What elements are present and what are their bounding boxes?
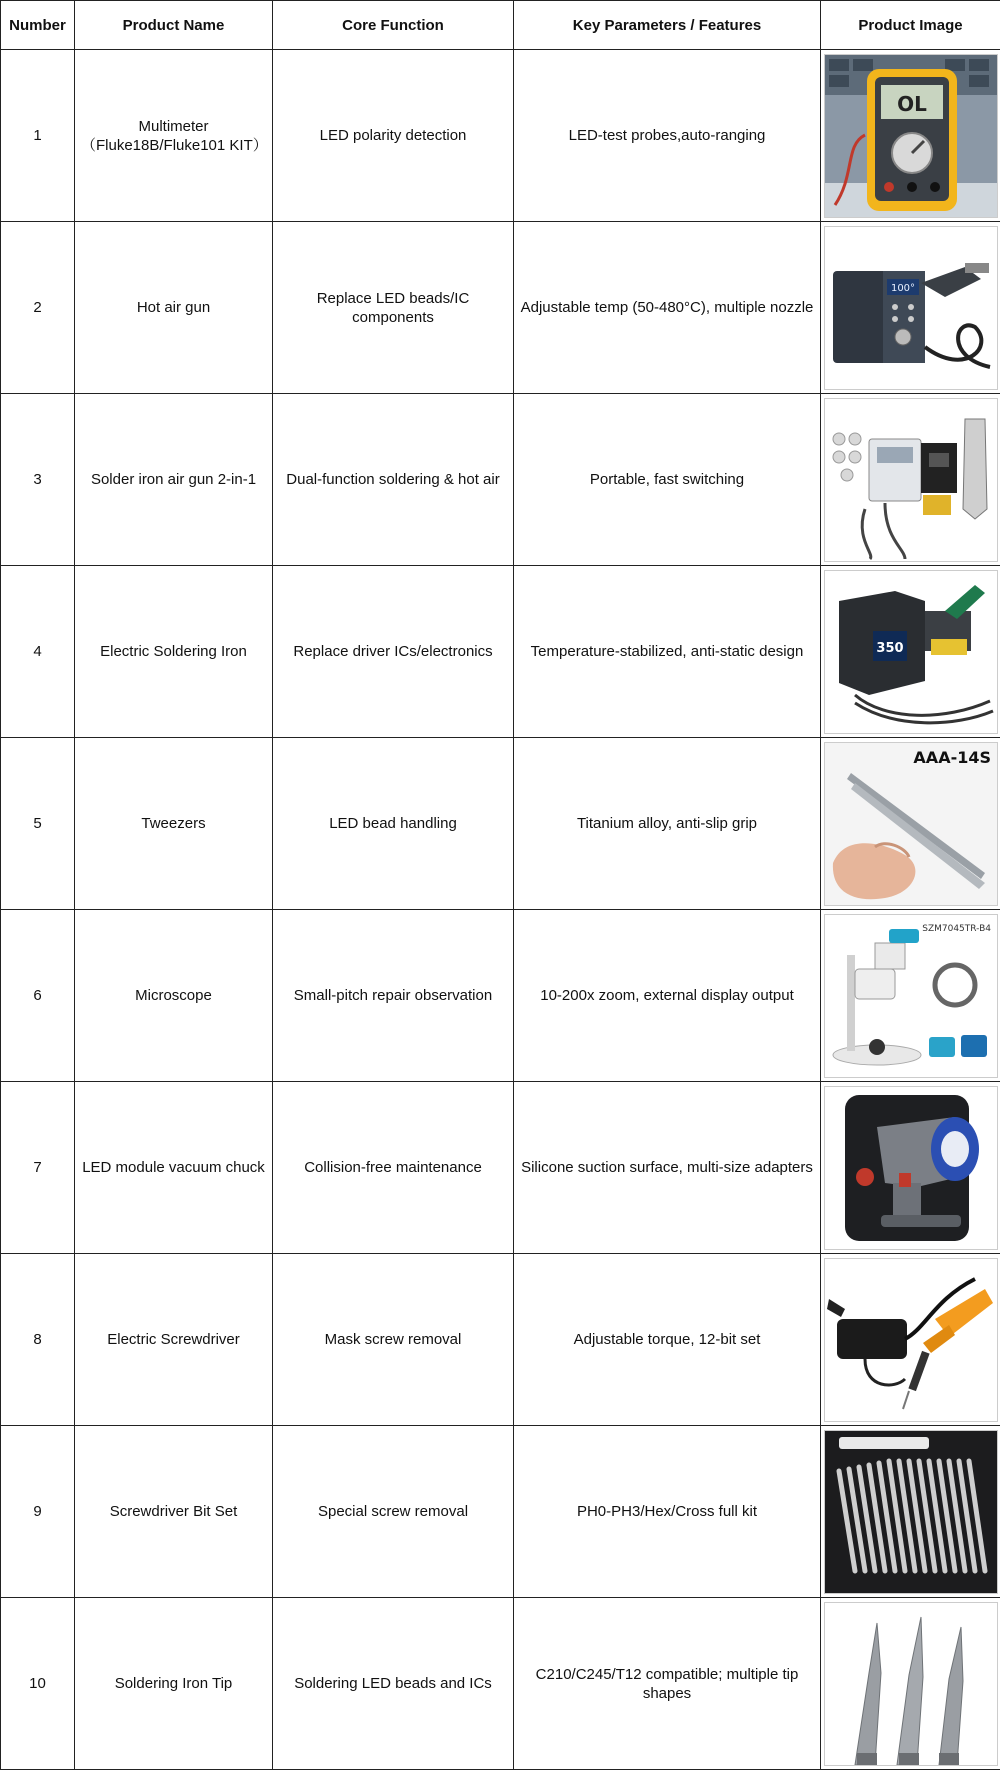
soldering-station-image	[824, 570, 998, 734]
core-function: Replace LED beads/IC components	[273, 222, 514, 394]
core-function: Dual-function soldering & hot air	[273, 394, 514, 566]
microscope-image	[824, 914, 998, 1078]
product-name: Solder iron air gun 2-in-1	[75, 394, 273, 566]
table-row	[1, 1254, 1000, 1426]
product-image-cell	[821, 394, 1000, 566]
product-name: Electric Screwdriver	[75, 1254, 273, 1426]
product-name: LED module vacuum chuck	[75, 1082, 273, 1254]
core-function: LED bead handling	[273, 738, 514, 910]
multimeter-display-text: OL	[897, 92, 927, 116]
product-image-cell	[821, 1426, 1000, 1598]
vacuum-chuck-image	[824, 1086, 998, 1250]
row-number: 9	[1, 1426, 75, 1598]
solder-air-combo-image	[824, 398, 998, 562]
product-name: Tweezers	[75, 738, 273, 910]
product-name-sub: （Fluke18B/Fluke101 KIT）	[81, 136, 266, 155]
row-number: 8	[1, 1254, 75, 1426]
table-row	[1, 50, 1000, 222]
row-number: 5	[1, 738, 75, 910]
key-parameters: Titanium alloy, anti-slip grip	[514, 738, 821, 910]
product-name	[75, 50, 273, 222]
key-parameters: LED-test probes,auto-ranging	[514, 50, 821, 222]
row-number: 3	[1, 394, 75, 566]
soldering-display-text: 350	[876, 641, 903, 656]
product-image-cell	[821, 1082, 1000, 1254]
product-image-cell	[821, 738, 1000, 910]
product-image-cell	[821, 910, 1000, 1082]
key-parameters: Temperature-stabilized, anti-static design	[514, 566, 821, 738]
core-function: LED polarity detection	[273, 50, 514, 222]
key-parameters: Adjustable temp (50-480°C), multiple nozzle	[514, 222, 821, 394]
core-function: Replace driver ICs/electronics	[273, 566, 514, 738]
table-row	[1, 1426, 1000, 1598]
table-row	[1, 910, 1000, 1082]
table-row	[1, 394, 1000, 566]
product-name: Hot air gun	[75, 222, 273, 394]
product-image-cell	[821, 1598, 1000, 1770]
key-parameters: Adjustable torque, 12-bit set	[514, 1254, 821, 1426]
row-number: 7	[1, 1082, 75, 1254]
product-name: Microscope	[75, 910, 273, 1082]
product-image-cell	[821, 566, 1000, 738]
row-number: 4	[1, 566, 75, 738]
core-function: Small-pitch repair observation	[273, 910, 514, 1082]
table-row	[1, 222, 1000, 394]
microscope-model-text: SZM7045TR-B4	[922, 924, 991, 934]
multimeter-image	[824, 54, 998, 218]
product-name-main: Multimeter	[81, 117, 266, 136]
product-image-cell	[821, 222, 1000, 394]
key-parameters: Portable, fast switching	[514, 394, 821, 566]
header-key-parameters: Key Parameters / Features	[514, 1, 821, 50]
hot-air-gun-image	[824, 226, 998, 390]
key-parameters: C210/C245/T12 compatible; multiple tip shapes	[514, 1598, 821, 1770]
electric-screwdriver-image	[824, 1258, 998, 1422]
header-product-image: Product Image	[821, 1, 1000, 50]
product-name: Electric Soldering Iron	[75, 566, 273, 738]
header-number: Number	[1, 1, 75, 50]
row-number: 1	[1, 50, 75, 222]
tweezers-image	[824, 742, 998, 906]
key-parameters: Silicone suction surface, multi-size adapters	[514, 1082, 821, 1254]
header-core-function: Core Function	[273, 1, 514, 50]
hot-air-display-text: 100°	[890, 283, 914, 294]
table-row	[1, 1598, 1000, 1770]
product-name: Screwdriver Bit Set	[75, 1426, 273, 1598]
core-function: Soldering LED beads and ICs	[273, 1598, 514, 1770]
row-number: 10	[1, 1598, 75, 1770]
product-name: Soldering Iron Tip	[75, 1598, 273, 1770]
row-number: 6	[1, 910, 75, 1082]
product-image-cell	[821, 50, 1000, 222]
core-function: Mask screw removal	[273, 1254, 514, 1426]
core-function: Collision-free maintenance	[273, 1082, 514, 1254]
table-row	[1, 1082, 1000, 1254]
key-parameters: PH0-PH3/Hex/Cross full kit	[514, 1426, 821, 1598]
header-product-name: Product Name	[75, 1, 273, 50]
core-function: Special screw removal	[273, 1426, 514, 1598]
key-parameters: 10-200x zoom, external display output	[514, 910, 821, 1082]
table-row	[1, 566, 1000, 738]
table-row	[1, 738, 1000, 910]
iron-tips-image	[824, 1602, 998, 1766]
product-image-cell	[821, 1254, 1000, 1426]
header-row	[1, 1, 1000, 50]
bit-set-image	[824, 1430, 998, 1594]
row-number: 2	[1, 222, 75, 394]
tweezers-model-text: AAA-14S	[913, 748, 991, 767]
